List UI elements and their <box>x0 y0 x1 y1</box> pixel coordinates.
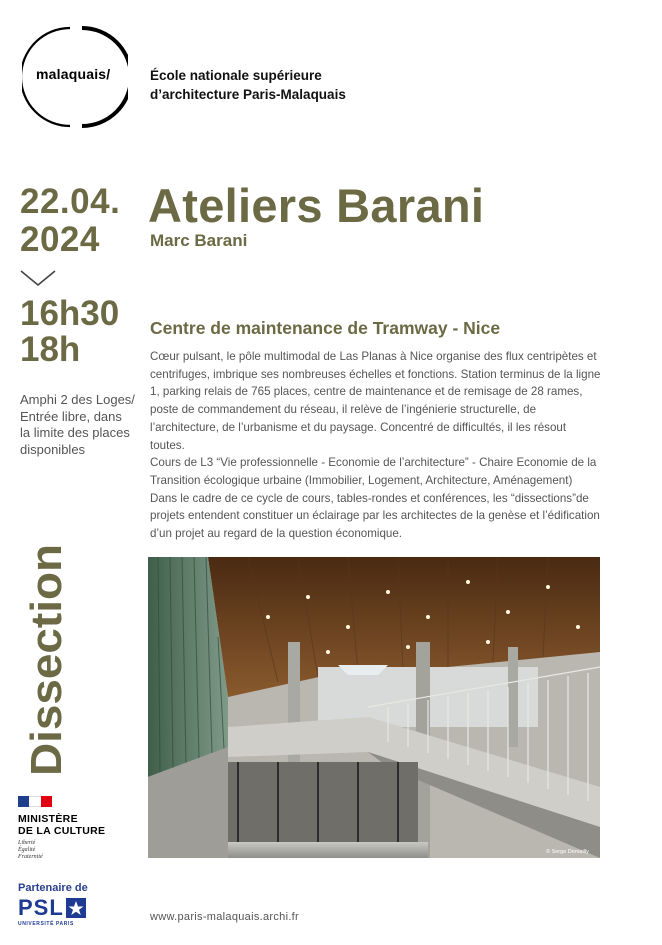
psl-logo-text: PSL <box>18 895 64 920</box>
body-paragraph: Cours de L3 “Vie professionnelle - Economie de l’architecture” - Chaire Economie de la Transition écologique urbaine (Immobilier, Logement, Architecture, Aménagement) Dans le cadre de ce cycle de cours, tables-rondes et conférences, les “dissections”de projets entendent constituer un éclairage par les architectes de la genèse et l’édification d’un projet au regard de la question économique. <box>150 456 600 541</box>
french-flag-icon <box>18 796 52 807</box>
venue-line: Amphi 2 des Loges/ <box>20 392 135 407</box>
ministry-name <box>18 813 105 837</box>
photo-credit: © Serge Demailly <box>546 849 589 855</box>
event-time-end: 18h <box>20 330 81 369</box>
partner-label: Partenaire de <box>18 882 88 894</box>
body-text <box>150 348 602 543</box>
ministry-name-line1: MINISTÈRE <box>18 813 78 825</box>
event-date-year: 2024 <box>20 220 100 259</box>
event-time <box>20 296 119 368</box>
event-title: Ateliers Barani <box>148 179 485 232</box>
school-name-line2: d’architecture Paris-Malaquais <box>150 87 346 102</box>
malaquais-logo-text: malaquais/ <box>36 66 111 82</box>
ministry-logo <box>18 796 105 861</box>
venue-line: Entrée libre, dans <box>20 408 122 424</box>
event-venue <box>20 392 142 458</box>
website-link[interactable]: www.paris-malaquais.archi.fr <box>150 911 299 923</box>
psl-star-icon <box>66 898 86 918</box>
motto-line: Fraternité <box>18 854 43 860</box>
school-name-line1: École nationale supérieure <box>150 68 322 83</box>
chevron-down-icon <box>20 270 56 286</box>
series-label-text: Dissection <box>22 553 71 776</box>
venue-line: disponibles <box>20 441 86 457</box>
building-photo <box>148 557 600 858</box>
venue-line: la limite des places <box>20 425 130 440</box>
event-time-start: 16h30 <box>20 294 120 333</box>
ministry-name-line2: DE LA CULTURE <box>18 825 106 837</box>
school-name <box>150 66 346 104</box>
motto-line: Égalité <box>18 847 36 853</box>
psl-logo-subtitle: UNIVERSITÉ PARIS <box>18 921 74 927</box>
series-label-dissection <box>17 540 71 780</box>
body-paragraph: Cœur pulsant, le pôle multimodal de Las Planas à Nice organise des flux centripètes et centrifuges, imbrique ses nombreuses échelles et fonctions. Station terminus de la ligne 1, parking relais de 765 places, centre de maintenance et de remisage de 28 rames, poste de commandement du réseau, il relève de l’ingénierie structurelle, de l’architecture, de l’urbanisme et du paysage. Concentré de difficultés, il les résout toutes. <box>150 350 601 452</box>
event-subtitle: Marc Barani <box>150 231 248 250</box>
section-heading: Centre de maintenance de Tramway - Nice <box>150 318 501 338</box>
event-date <box>20 183 120 259</box>
motto-line: Liberté <box>18 840 36 846</box>
event-date-day: 22.04. <box>20 182 121 221</box>
ministry-motto <box>18 840 105 861</box>
